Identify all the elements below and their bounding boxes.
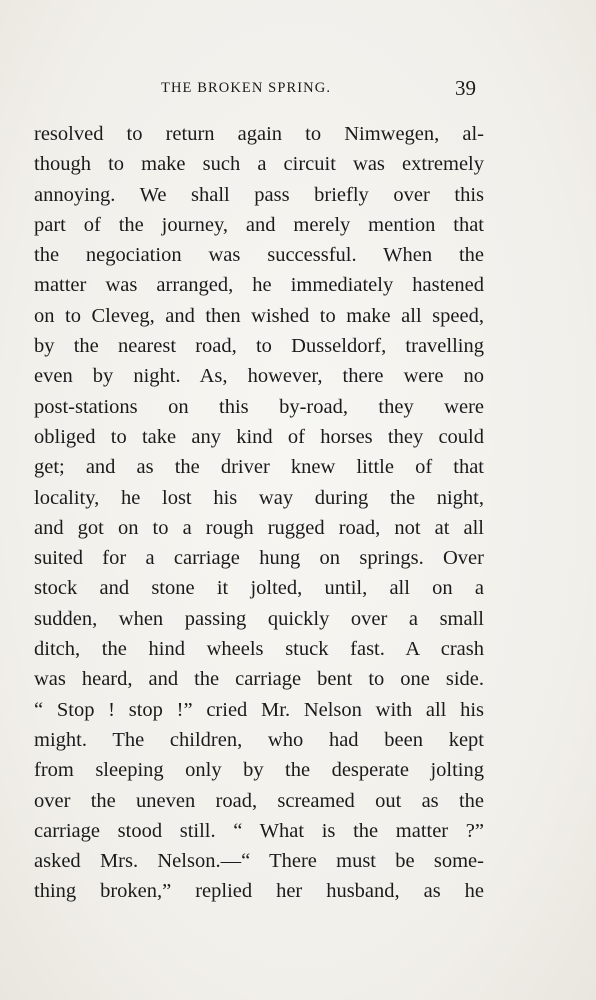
text-line: over the uneven road, screamed out as the xyxy=(34,789,484,812)
text-line: matter was arranged, he immediately hastened xyxy=(34,274,484,297)
text-line: obliged to take any kind of horses they could xyxy=(34,425,484,448)
text-line: asked Mrs. Nelson.—“ There must be some- xyxy=(34,850,484,873)
text-line: might. The children, who had been kept xyxy=(34,728,484,751)
text-line: though to make such a circuit was extremely xyxy=(34,153,484,176)
page-number: 39 xyxy=(455,76,476,100)
text-line: resolved to return again to Nimwegen, al- xyxy=(34,123,484,145)
running-head xyxy=(0,76,596,100)
chapter-title: THE BROKEN SPRING. xyxy=(161,80,332,96)
text-line: suited for a carriage hung on springs. Over xyxy=(34,547,484,570)
text-line: sudden, when passing quickly over a small xyxy=(34,607,484,630)
text-line: “ Stop ! stop !” cried Mr. Nelson with all his xyxy=(34,698,484,721)
text-line: the negociation was successful. When the xyxy=(34,244,484,267)
text-line: even by night. As, however, there were no xyxy=(34,365,484,388)
body-text xyxy=(34,119,484,907)
text-line: by the nearest road, to Dusseldorf, travelling xyxy=(34,335,484,358)
text-line: annoying. We shall pass briefly over this xyxy=(34,183,484,206)
text-line: on to Cleveg, and then wished to make all speed, xyxy=(34,304,484,327)
text-line: from sleeping only by the desperate jolting xyxy=(34,759,484,782)
text-line: ditch, the hind wheels stuck fast. A crash xyxy=(34,638,484,661)
text-line: post-stations on this by-road, they were xyxy=(34,395,484,418)
text-line: stock and stone it jolted, until, all on a xyxy=(34,577,484,600)
text-line: thing broken,” replied her husband, as he xyxy=(34,880,484,903)
text-line: get; and as the driver knew little of that xyxy=(34,456,484,479)
text-line: and got on to a rough rugged road, not at all xyxy=(34,516,484,539)
text-line: carriage stood still. “ What is the matter ?” xyxy=(34,819,484,842)
text-line: part of the journey, and merely mention that xyxy=(34,213,484,236)
text-line: locality, he lost his way during the night, xyxy=(34,486,484,509)
text-line: was heard, and the carriage bent to one side. xyxy=(34,668,484,691)
